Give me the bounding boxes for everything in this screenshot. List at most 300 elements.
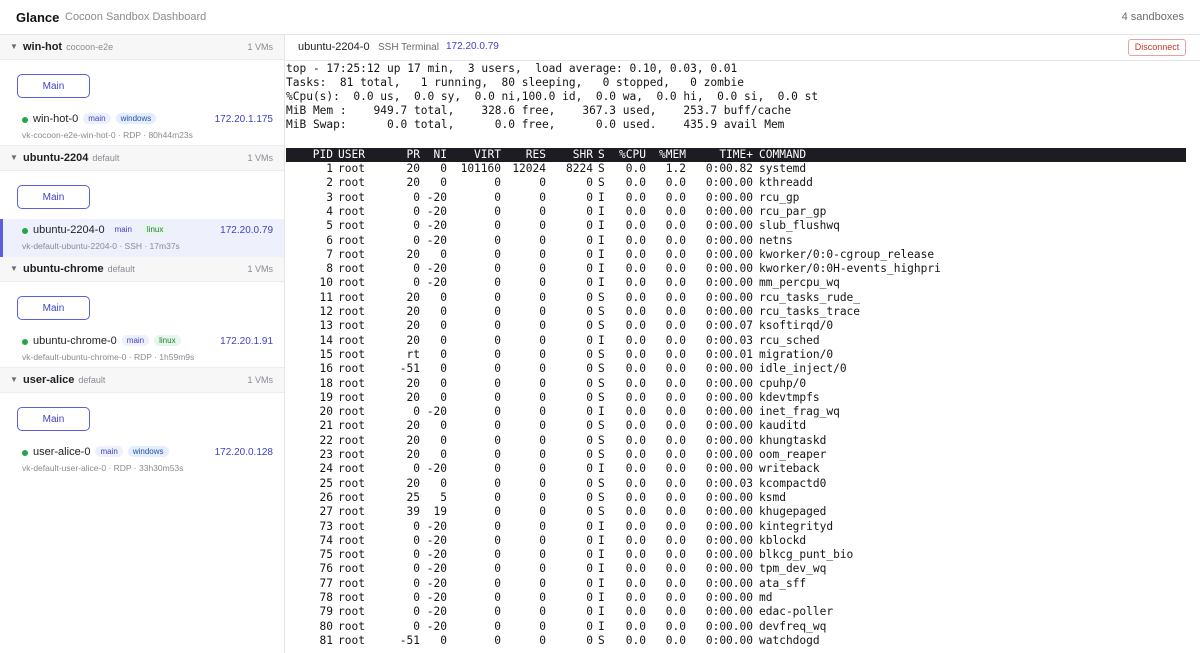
state-cell: I bbox=[598, 548, 605, 562]
time-cell: 0:00.00 bbox=[705, 390, 753, 404]
pr-cell: 0 bbox=[413, 233, 420, 247]
user-cell: root bbox=[338, 505, 365, 519]
cpu-cell: 0.0 bbox=[625, 533, 646, 547]
disconnect-button[interactable]: Disconnect bbox=[1128, 39, 1186, 56]
time-cell: 0:00.03 bbox=[705, 333, 753, 347]
user-cell: root bbox=[338, 390, 365, 404]
process-row bbox=[286, 477, 1186, 491]
res-cell: 0 bbox=[539, 247, 546, 261]
user-cell: root bbox=[338, 247, 365, 261]
app-title: Glance bbox=[16, 10, 60, 25]
pr-cell: 20 bbox=[406, 333, 420, 347]
vm-count: 1 VMs bbox=[247, 375, 273, 385]
state-cell: S bbox=[598, 290, 605, 304]
command-cell: ksoftirqd/0 bbox=[759, 319, 834, 333]
state-cell: S bbox=[598, 376, 605, 390]
virt-cell: 0 bbox=[494, 333, 501, 347]
process-row bbox=[286, 620, 1186, 634]
ni-cell: -20 bbox=[426, 462, 447, 476]
shr-cell: 0 bbox=[586, 190, 593, 204]
time-cell: 0:00.01 bbox=[705, 347, 753, 361]
time-cell: 0:00.03 bbox=[705, 476, 753, 490]
process-row bbox=[286, 334, 1186, 348]
os-badge: linux bbox=[142, 224, 168, 235]
shr-cell: 0 bbox=[586, 419, 593, 433]
virt-cell: 0 bbox=[494, 519, 501, 533]
res-cell: 0 bbox=[539, 176, 546, 190]
time-cell: 0:00.00 bbox=[705, 362, 753, 376]
cpu-cell: 0.0 bbox=[625, 605, 646, 619]
command-cell: khugepaged bbox=[759, 505, 827, 519]
mem-cell: 0.0 bbox=[665, 333, 686, 347]
group-header[interactable] bbox=[0, 146, 285, 171]
shr-cell: 0 bbox=[586, 448, 593, 461]
cpu-cell: 0.0 bbox=[625, 376, 646, 390]
res-cell: 0 bbox=[539, 505, 546, 519]
pid-cell: 8 bbox=[326, 262, 333, 276]
state-cell: I bbox=[598, 533, 605, 547]
command-cell: md bbox=[759, 591, 773, 604]
time-cell: 0:00.00 bbox=[705, 305, 753, 318]
virt-cell: 0 bbox=[494, 591, 501, 604]
ni-column-header: NI bbox=[433, 148, 447, 161]
shr-cell: 0 bbox=[586, 490, 593, 504]
process-table-header bbox=[286, 148, 1186, 162]
ni-cell: -20 bbox=[426, 591, 447, 604]
user-cell: root bbox=[338, 433, 365, 447]
mem-cell: 0.0 bbox=[665, 376, 686, 390]
ni-cell: -20 bbox=[426, 562, 447, 576]
cpu-column-header: %CPU bbox=[619, 148, 646, 161]
time-cell: 0:00.00 bbox=[705, 448, 753, 461]
virt-cell: 0 bbox=[494, 405, 501, 419]
res-cell: 0 bbox=[539, 576, 546, 590]
state-column-header: S bbox=[598, 148, 605, 161]
process-row bbox=[286, 176, 1186, 190]
time-cell: 0:00.00 bbox=[705, 276, 753, 290]
cpu-cell: 0.0 bbox=[625, 462, 646, 476]
virt-cell: 0 bbox=[494, 462, 501, 476]
state-cell: I bbox=[598, 233, 605, 247]
res-cell: 0 bbox=[539, 405, 546, 419]
cpu-cell: 0.0 bbox=[625, 276, 646, 290]
pr-cell: 0 bbox=[413, 619, 420, 633]
state-cell: I bbox=[598, 262, 605, 276]
state-cell: S bbox=[598, 490, 605, 504]
mem-cell: 0.0 bbox=[665, 562, 686, 576]
command-cell: slub_flushwq bbox=[759, 219, 840, 233]
user-cell: root bbox=[338, 633, 365, 647]
tag-badge: main bbox=[110, 224, 137, 235]
mem-cell: 0.0 bbox=[665, 176, 686, 190]
user-cell: root bbox=[338, 419, 365, 433]
res-cell: 0 bbox=[539, 433, 546, 447]
user-cell: root bbox=[338, 333, 365, 347]
cpu-cell: 0.0 bbox=[625, 505, 646, 519]
mem-cell: 0.0 bbox=[665, 190, 686, 204]
ni-cell: 0 bbox=[440, 390, 447, 404]
pid-cell: 15 bbox=[319, 347, 333, 361]
pr-cell: -51 bbox=[399, 362, 420, 376]
user-cell: root bbox=[338, 591, 365, 604]
group-header[interactable] bbox=[0, 368, 285, 393]
user-cell: root bbox=[338, 233, 365, 247]
pid-cell: 75 bbox=[319, 548, 333, 562]
shr-cell: 0 bbox=[586, 405, 593, 419]
res-cell: 0 bbox=[539, 448, 546, 461]
ni-cell: 0 bbox=[440, 433, 447, 447]
time-cell: 0:00.00 bbox=[705, 619, 753, 633]
state-cell: S bbox=[598, 347, 605, 361]
pid-cell: 21 bbox=[319, 419, 333, 433]
user-cell: root bbox=[338, 562, 365, 576]
time-cell: 0:00.00 bbox=[705, 405, 753, 419]
process-row bbox=[286, 291, 1186, 305]
ni-cell: -20 bbox=[426, 405, 447, 419]
chevron-down-icon[interactable]: ▼ bbox=[10, 42, 18, 51]
shr-cell: 0 bbox=[586, 176, 593, 190]
pr-cell: 0 bbox=[413, 219, 420, 233]
state-cell: S bbox=[598, 362, 605, 376]
pid-cell: 14 bbox=[319, 333, 333, 347]
virt-cell: 0 bbox=[494, 505, 501, 519]
virt-cell: 0 bbox=[494, 619, 501, 633]
pid-cell: 4 bbox=[326, 204, 333, 218]
user-cell: root bbox=[338, 605, 365, 619]
ni-cell: -20 bbox=[426, 605, 447, 619]
mem-cell: 0.0 bbox=[665, 262, 686, 276]
res-cell: 0 bbox=[539, 462, 546, 476]
mem-cell: 0.0 bbox=[665, 276, 686, 290]
ni-cell: 0 bbox=[440, 305, 447, 318]
mem-cell: 0.0 bbox=[665, 505, 686, 519]
status-dot bbox=[22, 450, 28, 456]
process-row bbox=[286, 319, 1186, 333]
ni-cell: -20 bbox=[426, 262, 447, 276]
virt-cell: 0 bbox=[494, 262, 501, 276]
virt-cell: 0 bbox=[494, 476, 501, 490]
time-cell: 0:00.00 bbox=[705, 176, 753, 190]
mem-cell: 0.0 bbox=[665, 533, 686, 547]
pid-cell: 7 bbox=[326, 247, 333, 261]
process-row bbox=[286, 605, 1186, 619]
state-cell: S bbox=[598, 433, 605, 447]
virt-cell: 0 bbox=[494, 433, 501, 447]
state-cell: I bbox=[598, 333, 605, 347]
pid-cell: 19 bbox=[319, 390, 333, 404]
ni-cell: 0 bbox=[440, 347, 447, 361]
pid-column-header: PID bbox=[312, 148, 333, 161]
state-cell: I bbox=[598, 405, 605, 419]
command-cell: ata_sff bbox=[759, 576, 807, 590]
ni-cell: -20 bbox=[426, 548, 447, 562]
pr-cell: 20 bbox=[406, 162, 420, 175]
res-cell: 0 bbox=[539, 519, 546, 533]
process-row bbox=[286, 219, 1186, 233]
shr-cell: 0 bbox=[586, 462, 593, 476]
res-cell: 0 bbox=[539, 490, 546, 504]
res-cell: 0 bbox=[539, 548, 546, 562]
time-column-header: TIME+ bbox=[719, 148, 753, 161]
cpu-cell: 0.0 bbox=[625, 347, 646, 361]
group-ubuntu-2204 bbox=[0, 146, 284, 257]
user-cell: root bbox=[338, 619, 365, 633]
virt-cell: 101160 bbox=[460, 162, 501, 175]
pid-cell: 10 bbox=[319, 276, 333, 290]
ni-cell: 0 bbox=[440, 176, 447, 190]
user-cell: root bbox=[338, 305, 365, 318]
ni-cell: -20 bbox=[426, 219, 447, 233]
vm-meta: vk-default-user-alice-0 · RDP · 33h30m53s bbox=[22, 463, 184, 473]
shr-cell: 0 bbox=[586, 376, 593, 390]
cpu-cell: 0.0 bbox=[625, 219, 646, 233]
shr-cell: 0 bbox=[586, 362, 593, 376]
virt-cell: 0 bbox=[494, 376, 501, 390]
main-button[interactable]: Main bbox=[17, 74, 90, 98]
group-header[interactable] bbox=[0, 35, 285, 60]
user-cell: root bbox=[338, 176, 365, 190]
user-cell: root bbox=[338, 448, 365, 461]
user-cell: root bbox=[338, 376, 365, 390]
group-name: ubuntu-chrome bbox=[23, 263, 104, 275]
process-row bbox=[286, 362, 1186, 376]
process-row bbox=[286, 234, 1186, 248]
ni-cell: -20 bbox=[426, 276, 447, 290]
virt-cell: 0 bbox=[494, 448, 501, 461]
cpu-cell: 0.0 bbox=[625, 419, 646, 433]
group-name: ubuntu-2204 bbox=[23, 152, 89, 164]
cpu-cell: 0.0 bbox=[625, 305, 646, 318]
process-row bbox=[286, 377, 1186, 391]
time-cell: 0:00.00 bbox=[705, 605, 753, 619]
command-cell: blkcg_punt_bio bbox=[759, 548, 854, 562]
terminal-output[interactable] bbox=[286, 62, 1200, 653]
terminal-header bbox=[286, 35, 1200, 61]
cpu-cell: 0.0 bbox=[625, 519, 646, 533]
command-cell: rcu_sched bbox=[759, 333, 820, 347]
chevron-down-icon[interactable]: ▼ bbox=[10, 375, 18, 384]
virt-cell: 0 bbox=[494, 347, 501, 361]
state-cell: I bbox=[598, 619, 605, 633]
user-cell: root bbox=[338, 204, 365, 218]
mem-cell: 0.0 bbox=[665, 576, 686, 590]
shr-cell: 0 bbox=[586, 219, 593, 233]
vm-item-win-hot-0[interactable] bbox=[0, 108, 284, 146]
mem-summary-line: MiB Mem : 949.7 total, 328.6 free, 367.3 used, 253.7 buff/cache bbox=[286, 104, 792, 117]
time-cell: 0:00.00 bbox=[705, 247, 753, 261]
ni-cell: -20 bbox=[426, 576, 447, 590]
state-cell: I bbox=[598, 562, 605, 576]
time-cell: 0:00.00 bbox=[705, 204, 753, 218]
pid-cell: 73 bbox=[319, 519, 333, 533]
command-cell: tpm_dev_wq bbox=[759, 562, 827, 576]
user-cell: root bbox=[338, 405, 365, 419]
pid-cell: 79 bbox=[319, 605, 333, 619]
virt-cell: 0 bbox=[494, 219, 501, 233]
command-cell: inet_frag_wq bbox=[759, 405, 840, 419]
shr-cell: 0 bbox=[586, 591, 593, 604]
res-cell: 0 bbox=[539, 419, 546, 433]
main-button[interactable]: Main bbox=[17, 296, 90, 320]
virt-cell: 0 bbox=[494, 533, 501, 547]
state-cell: I bbox=[598, 204, 605, 218]
res-cell: 0 bbox=[539, 219, 546, 233]
shr-cell: 8224 bbox=[566, 162, 593, 175]
virt-cell: 0 bbox=[494, 562, 501, 576]
tag-badge: main bbox=[95, 446, 122, 457]
vm-meta: vk-default-ubuntu-chrome-0 · RDP · 1h59m9s bbox=[22, 352, 195, 362]
user-cell: root bbox=[338, 476, 365, 490]
pid-cell: 1 bbox=[326, 162, 333, 175]
mem-cell: 0.0 bbox=[665, 619, 686, 633]
tasks-summary-line: Tasks: 81 total, 1 running, 80 sleeping, 0 stopped, 0 zombie bbox=[286, 76, 745, 89]
virt-cell: 0 bbox=[494, 290, 501, 304]
mem-cell: 0.0 bbox=[665, 448, 686, 461]
mem-cell: 0.0 bbox=[665, 305, 686, 318]
main-button[interactable]: Main bbox=[17, 185, 90, 209]
ni-cell: -20 bbox=[426, 619, 447, 633]
vm-item-user-alice-0[interactable] bbox=[0, 441, 284, 479]
res-cell: 0 bbox=[539, 305, 546, 318]
res-cell: 0 bbox=[539, 276, 546, 290]
group-namespace: default bbox=[107, 264, 135, 274]
cpu-cell: 0.0 bbox=[625, 390, 646, 404]
chevron-down-icon[interactable]: ▼ bbox=[10, 153, 18, 162]
res-cell: 12024 bbox=[512, 162, 546, 175]
pid-cell: 12 bbox=[319, 305, 333, 318]
terminal-ip: 172.20.0.79 bbox=[446, 41, 499, 52]
pr-cell: 20 bbox=[406, 247, 420, 261]
status-dot bbox=[22, 339, 28, 345]
res-cell: 0 bbox=[539, 347, 546, 361]
mem-cell: 0.0 bbox=[665, 290, 686, 304]
command-cell: devfreq_wq bbox=[759, 619, 827, 633]
ni-cell: 0 bbox=[440, 419, 447, 433]
process-row bbox=[286, 205, 1186, 219]
shr-cell: 0 bbox=[586, 505, 593, 519]
shr-cell: 0 bbox=[586, 262, 593, 276]
mem-cell: 0.0 bbox=[665, 219, 686, 233]
virt-cell: 0 bbox=[494, 576, 501, 590]
user-cell: root bbox=[338, 219, 365, 233]
pr-column-header: PR bbox=[406, 148, 420, 161]
res-cell: 0 bbox=[539, 476, 546, 490]
pr-cell: 20 bbox=[406, 476, 420, 490]
shr-cell: 0 bbox=[586, 333, 593, 347]
user-cell: root bbox=[338, 490, 365, 504]
mem-cell: 0.0 bbox=[665, 247, 686, 261]
command-cell: systemd bbox=[759, 162, 807, 175]
shr-cell: 0 bbox=[586, 347, 593, 361]
mem-cell: 0.0 bbox=[665, 490, 686, 504]
virt-cell: 0 bbox=[494, 233, 501, 247]
res-cell: 0 bbox=[539, 262, 546, 276]
process-row bbox=[286, 434, 1186, 448]
vm-count: 1 VMs bbox=[247, 42, 273, 52]
virt-cell: 0 bbox=[494, 319, 501, 333]
pr-cell: 20 bbox=[406, 390, 420, 404]
time-cell: 0:00.00 bbox=[705, 533, 753, 547]
pid-cell: 74 bbox=[319, 533, 333, 547]
command-cell: khungtaskd bbox=[759, 433, 827, 447]
tag-badge: main bbox=[122, 335, 149, 346]
mem-cell: 0.0 bbox=[665, 548, 686, 562]
user-cell: root bbox=[338, 290, 365, 304]
terminal-vm-name: ubuntu-2204-0 bbox=[298, 41, 370, 53]
pid-cell: 3 bbox=[326, 190, 333, 204]
process-row bbox=[286, 534, 1186, 548]
vm-ip: 172.20.1.175 bbox=[214, 114, 273, 125]
shr-cell: 0 bbox=[586, 204, 593, 218]
ni-cell: -20 bbox=[426, 204, 447, 218]
vm-ip: 172.20.0.128 bbox=[214, 447, 273, 458]
res-cell: 0 bbox=[539, 562, 546, 576]
process-row bbox=[286, 562, 1186, 576]
process-row bbox=[286, 191, 1186, 205]
process-row bbox=[286, 391, 1186, 405]
res-cell: 0 bbox=[539, 290, 546, 304]
user-cell: root bbox=[338, 190, 365, 204]
cpu-cell: 0.0 bbox=[625, 190, 646, 204]
command-cell: kworker/0:0H-events_highpri bbox=[759, 262, 941, 276]
command-cell: edac-poller bbox=[759, 605, 834, 619]
vm-ip: 172.20.0.79 bbox=[220, 225, 273, 236]
command-cell: oom_reaper bbox=[759, 448, 827, 461]
pid-cell: 24 bbox=[319, 462, 333, 476]
cpu-cell: 0.0 bbox=[625, 405, 646, 419]
vm-name: ubuntu-2204-0 bbox=[33, 224, 105, 236]
command-column-header: COMMAND bbox=[759, 148, 807, 161]
main-button[interactable]: Main bbox=[17, 407, 90, 431]
vm-name: win-hot-0 bbox=[33, 113, 79, 125]
chevron-down-icon[interactable]: ▼ bbox=[10, 264, 18, 273]
user-cell: root bbox=[338, 533, 365, 547]
vm-item-ubuntu-2204-0[interactable] bbox=[0, 219, 284, 257]
command-cell: cpuhp/0 bbox=[759, 376, 807, 390]
time-cell: 0:00.00 bbox=[705, 548, 753, 562]
state-cell: I bbox=[598, 276, 605, 290]
shr-cell: 0 bbox=[586, 290, 593, 304]
command-cell: watchdogd bbox=[759, 633, 820, 647]
state-cell: I bbox=[598, 247, 605, 261]
group-header[interactable] bbox=[0, 257, 285, 282]
virt-cell: 0 bbox=[494, 204, 501, 218]
time-cell: 0:00.00 bbox=[705, 562, 753, 576]
cpu-cell: 0.0 bbox=[625, 262, 646, 276]
res-cell: 0 bbox=[539, 619, 546, 633]
vm-item-ubuntu-chrome-0[interactable] bbox=[0, 330, 284, 368]
mem-cell: 0.0 bbox=[665, 433, 686, 447]
pr-cell: 20 bbox=[406, 419, 420, 433]
pr-cell: 0 bbox=[413, 562, 420, 576]
state-cell: S bbox=[598, 633, 605, 647]
cpu-cell: 0.0 bbox=[625, 591, 646, 604]
group-win-hot bbox=[0, 35, 284, 146]
command-cell: netns bbox=[759, 233, 793, 247]
cpu-cell: 0.0 bbox=[625, 204, 646, 218]
pid-cell: 11 bbox=[319, 290, 333, 304]
command-cell: rcu_tasks_rude_ bbox=[759, 290, 861, 304]
mem-cell: 0.0 bbox=[665, 519, 686, 533]
cpu-cell: 0.0 bbox=[625, 562, 646, 576]
res-cell: 0 bbox=[539, 190, 546, 204]
res-cell: 0 bbox=[539, 390, 546, 404]
cpu-summary-line: %Cpu(s): 0.0 us, 0.0 sy, 0.0 ni,100.0 id, 0.0 wa, 0.0 hi, 0.0 si, 0.0 st bbox=[286, 90, 819, 103]
os-badge: linux bbox=[154, 335, 180, 346]
virt-cell: 0 bbox=[494, 190, 501, 204]
shr-cell: 0 bbox=[586, 433, 593, 447]
res-cell: 0 bbox=[539, 376, 546, 390]
